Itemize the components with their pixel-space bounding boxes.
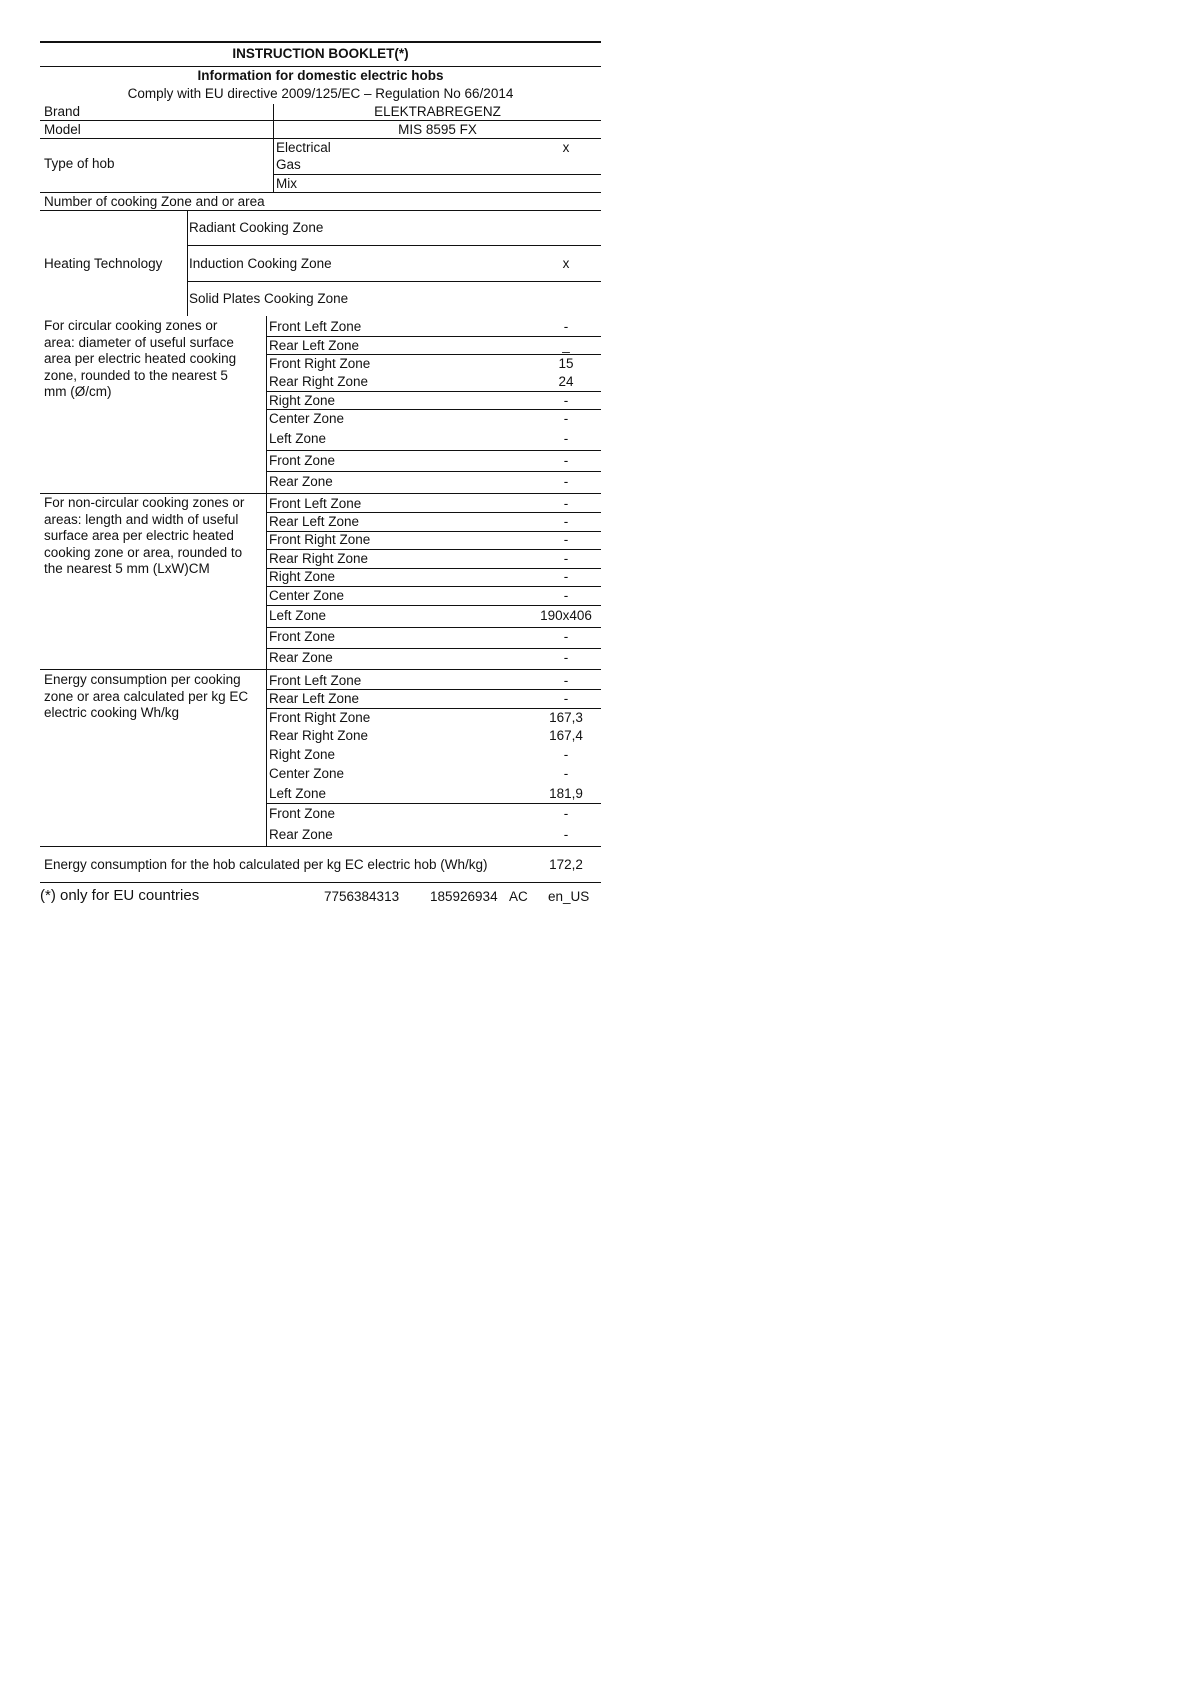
rule (267, 471, 601, 472)
hob-energy-value: 172,2 (549, 857, 583, 872)
hob-type-electrical: Electrical (276, 140, 331, 155)
noncircular-zone-label: Rear Left Zone (269, 514, 360, 529)
model-label: Model (44, 122, 81, 137)
rule (40, 66, 601, 67)
rule (274, 174, 601, 175)
rule (267, 708, 601, 709)
circular-zone-label: Center Zone (269, 411, 345, 426)
noncircular-zone-value: - (563, 514, 569, 529)
rule (40, 493, 601, 494)
zones-count-label: Number of cooking Zone and or area (44, 194, 265, 209)
footer-note: (*) only for EU countries (40, 887, 200, 904)
directive-text: Comply with EU directive 2009/125/EC – Regulation No 66/2014 (127, 86, 514, 101)
noncircular-zone-value: - (563, 629, 569, 644)
circular-zone-value: _ (562, 338, 570, 353)
rule (188, 245, 601, 246)
energy-zone-label: Rear Right Zone (269, 728, 369, 743)
energy-zone-value: 167,4 (549, 728, 583, 743)
heating-solid-plates: Solid Plates Cooking Zone (189, 291, 349, 306)
rule (267, 605, 601, 606)
rule (267, 450, 601, 451)
noncircular-description: For non-circular cooking zones or areas: length and width of useful surface area per electric heated cooking zone or area, rounded to the nearest 5 mm (LxW)CM (44, 495, 245, 576)
energy-zone-value: 167,3 (549, 710, 583, 725)
rule (40, 120, 601, 121)
circular-zone-label: Front Left Zone (269, 319, 362, 334)
energy-zone-value: - (563, 827, 569, 842)
noncircular-zone-label: Rear Right Zone (269, 551, 369, 566)
noncircular-zone-value: - (563, 569, 569, 584)
hob-type-gas: Gas (276, 157, 301, 172)
rule (40, 882, 601, 883)
energy-zone-value: - (563, 806, 569, 821)
circular-zone-value: - (563, 431, 569, 446)
rule (273, 120, 274, 138)
rule (267, 803, 601, 804)
rule (267, 627, 601, 628)
circular-zone-label: Rear Left Zone (269, 338, 360, 353)
rule (267, 549, 601, 550)
subtitle: Information for domestic electric hobs (197, 68, 444, 83)
circular-zone-value: - (563, 453, 569, 468)
noncircular-zone-value: - (563, 532, 569, 547)
energy-zone-value: - (563, 747, 569, 762)
rule (40, 669, 601, 670)
noncircular-zone-label: Right Zone (269, 569, 336, 584)
circular-description: For circular cooking zones or area: diameter of useful surface area per electric heated cooking zone, rounded to the nearest 5 mm (Ø/cm) (44, 318, 237, 399)
circular-zone-label: Rear Zone (269, 474, 333, 489)
energy-zone-value: - (563, 766, 569, 781)
rule (266, 493, 267, 669)
energy-zone-value: - (563, 673, 569, 688)
model-value: MIS 8595 FX (398, 122, 477, 137)
noncircular-zone-label: Center Zone (269, 588, 345, 603)
rule (267, 391, 601, 392)
energy-zone-label: Center Zone (269, 766, 345, 781)
rule (273, 104, 274, 120)
noncircular-zone-label: Front Zone (269, 629, 336, 644)
heating-radiant: Radiant Cooking Zone (189, 220, 324, 235)
noncircular-zone-value: - (563, 496, 569, 511)
circular-zone-label: Front Zone (269, 453, 336, 468)
energy-zone-label: Front Zone (269, 806, 336, 821)
rule (40, 138, 601, 139)
brand-value: ELEKTRABREGENZ (374, 104, 501, 119)
rule (40, 192, 601, 193)
rule (40, 846, 601, 847)
heating-induction-mark: x (562, 256, 570, 271)
energy-zone-label: Rear Left Zone (269, 691, 360, 706)
noncircular-zone-value: 190x406 (540, 608, 592, 623)
brand-label: Brand (44, 104, 81, 119)
rule (266, 316, 267, 493)
circular-zone-value: - (563, 474, 569, 489)
rule (188, 281, 601, 282)
rule (267, 586, 601, 587)
rule (267, 336, 601, 337)
energy-zone-label: Front Right Zone (269, 710, 371, 725)
hob-type-electrical-mark: x (562, 140, 570, 155)
circular-zone-label: Rear Right Zone (269, 374, 369, 389)
circular-zone-value: - (563, 393, 569, 408)
hob-type-label: Type of hob (44, 156, 115, 171)
page-title: INSTRUCTION BOOKLET(*) (232, 46, 409, 61)
rule (267, 512, 601, 513)
footer-code-1: 7756384313 (324, 889, 400, 904)
heating-technology-label: Heating Technology (44, 256, 163, 271)
footer-locale: en_US (548, 889, 590, 904)
hob-energy-label: Energy consumption for the hob calculated per kg EC electric hob (Wh/kg) (44, 857, 488, 872)
circular-zone-label: Right Zone (269, 393, 336, 408)
noncircular-zone-label: Rear Zone (269, 650, 333, 665)
noncircular-zone-value: - (563, 551, 569, 566)
noncircular-zone-label: Left Zone (269, 608, 327, 623)
rule (40, 210, 601, 211)
circular-zone-value: 15 (558, 356, 574, 371)
top-rule (40, 41, 601, 43)
circular-zone-value: - (563, 411, 569, 426)
circular-zone-value: - (563, 319, 569, 334)
rule (267, 409, 601, 410)
energy-zone-label: Rear Zone (269, 827, 333, 842)
energy-zone-value: - (563, 691, 569, 706)
rule (266, 669, 267, 846)
rule (267, 648, 601, 649)
circular-zone-value: 24 (558, 374, 574, 389)
heating-induction: Induction Cooking Zone (189, 256, 332, 271)
noncircular-zone-label: Front Left Zone (269, 496, 362, 511)
energy-zone-label: Left Zone (269, 786, 327, 801)
rule (267, 354, 601, 355)
footer-suffix: AC (509, 889, 528, 904)
energy-zone-label: Front Left Zone (269, 673, 362, 688)
rule (273, 138, 274, 192)
footer-code-2: 185926934 (430, 889, 498, 904)
circular-zone-label: Left Zone (269, 431, 327, 446)
rule (187, 210, 188, 316)
energy-zone-label: Right Zone (269, 747, 336, 762)
noncircular-zone-value: - (563, 650, 569, 665)
noncircular-zone-value: - (563, 588, 569, 603)
energy-zone-value: 181,9 (549, 786, 583, 801)
energy-description: Energy consumption per cooking zone or area calculated per kg EC electric cooking Wh/kg (44, 672, 249, 720)
circular-zone-label: Front Right Zone (269, 356, 371, 371)
hob-type-mix: Mix (276, 176, 297, 191)
noncircular-zone-label: Front Right Zone (269, 532, 371, 547)
rule (267, 689, 601, 690)
